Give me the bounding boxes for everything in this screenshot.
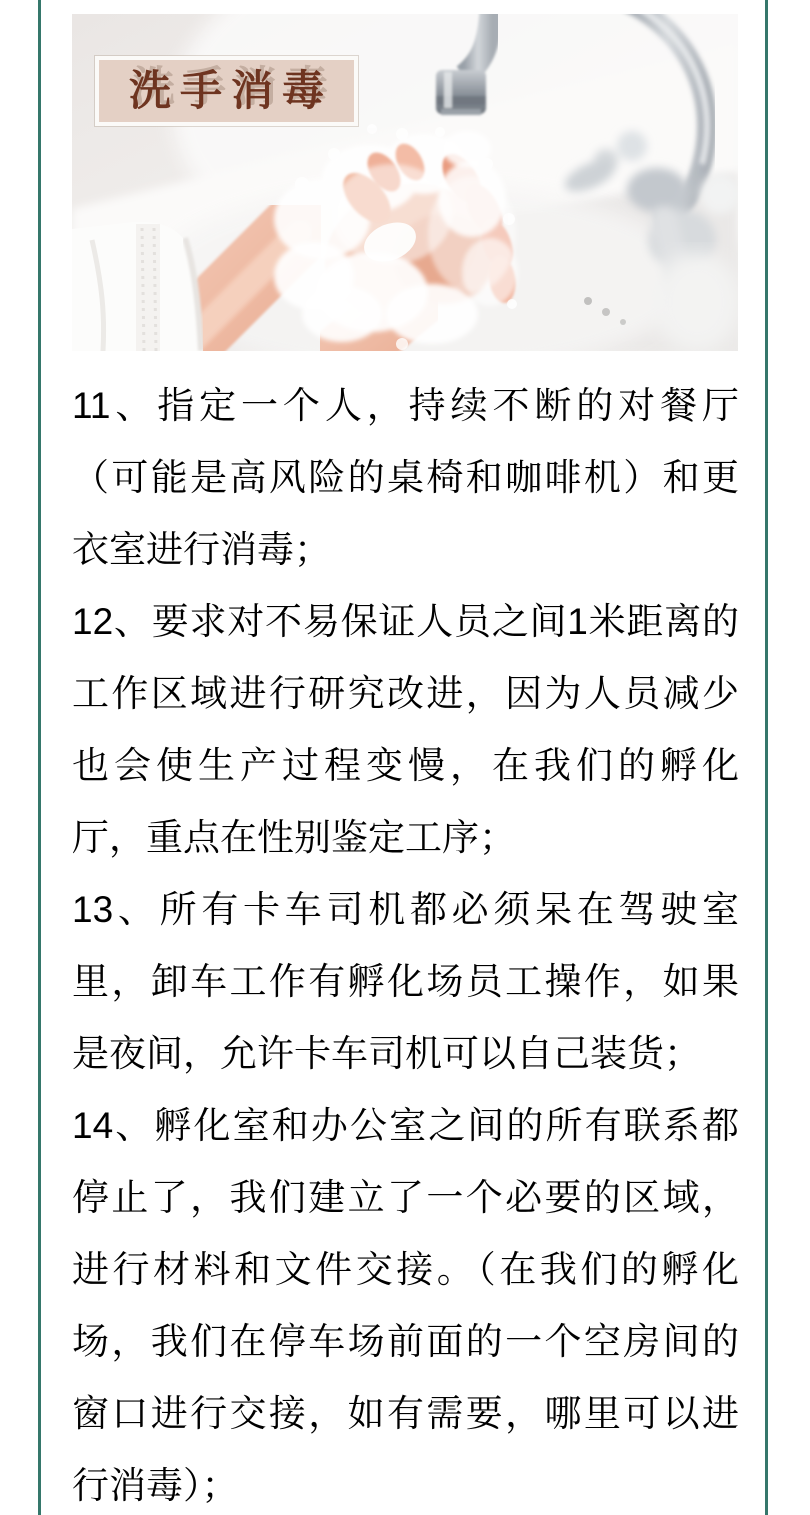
text-line: 停止了，我们建立了一个必要的区域， [72, 1177, 739, 1218]
text-line: 场，我们在停车场前面的一个空房间的 [72, 1321, 739, 1362]
text-line: 14、孵化室和办公室之间的所有联系都 [72, 1105, 739, 1146]
text-line: 厅，重点在性别鉴定工序； [72, 817, 516, 858]
photo-caption-badge [95, 56, 358, 126]
text-line: 11、指定一个人，持续不断的对餐厅 [72, 385, 739, 426]
text-line: 12、要求对不易保证人员之间1米距离的 [72, 601, 739, 642]
text-line: 是夜间，允许卡车司机可以自己装货； [72, 1033, 701, 1074]
text-line: 窗口进行交接，如有需要，哪里可以进 [72, 1393, 739, 1434]
text-line: 13、所有卡车司机都必须呆在驾驶室 [72, 889, 739, 930]
handwashing-photo [72, 14, 738, 351]
left-border-line [38, 0, 41, 1515]
text-line: 行消毒）； [72, 1465, 239, 1506]
text-line: 工作区域进行研究改进，因为人员减少 [72, 673, 739, 714]
article-body [72, 370, 739, 1515]
photo-caption-text: 洗手消毒 [128, 66, 333, 115]
text-line: 衣室进行消毒； [72, 529, 331, 570]
text-line: （可能是高风险的桌椅和咖啡机）和更 [72, 457, 739, 498]
text-line: 里，卸车工作有孵化场员工操作，如果 [72, 961, 739, 1002]
right-border-line [765, 0, 768, 1515]
text-line: 也会使生产过程变慢，在我们的孵化 [72, 745, 739, 786]
text-line: 进行材料和文件交接。（在我们的孵化 [72, 1249, 739, 1290]
